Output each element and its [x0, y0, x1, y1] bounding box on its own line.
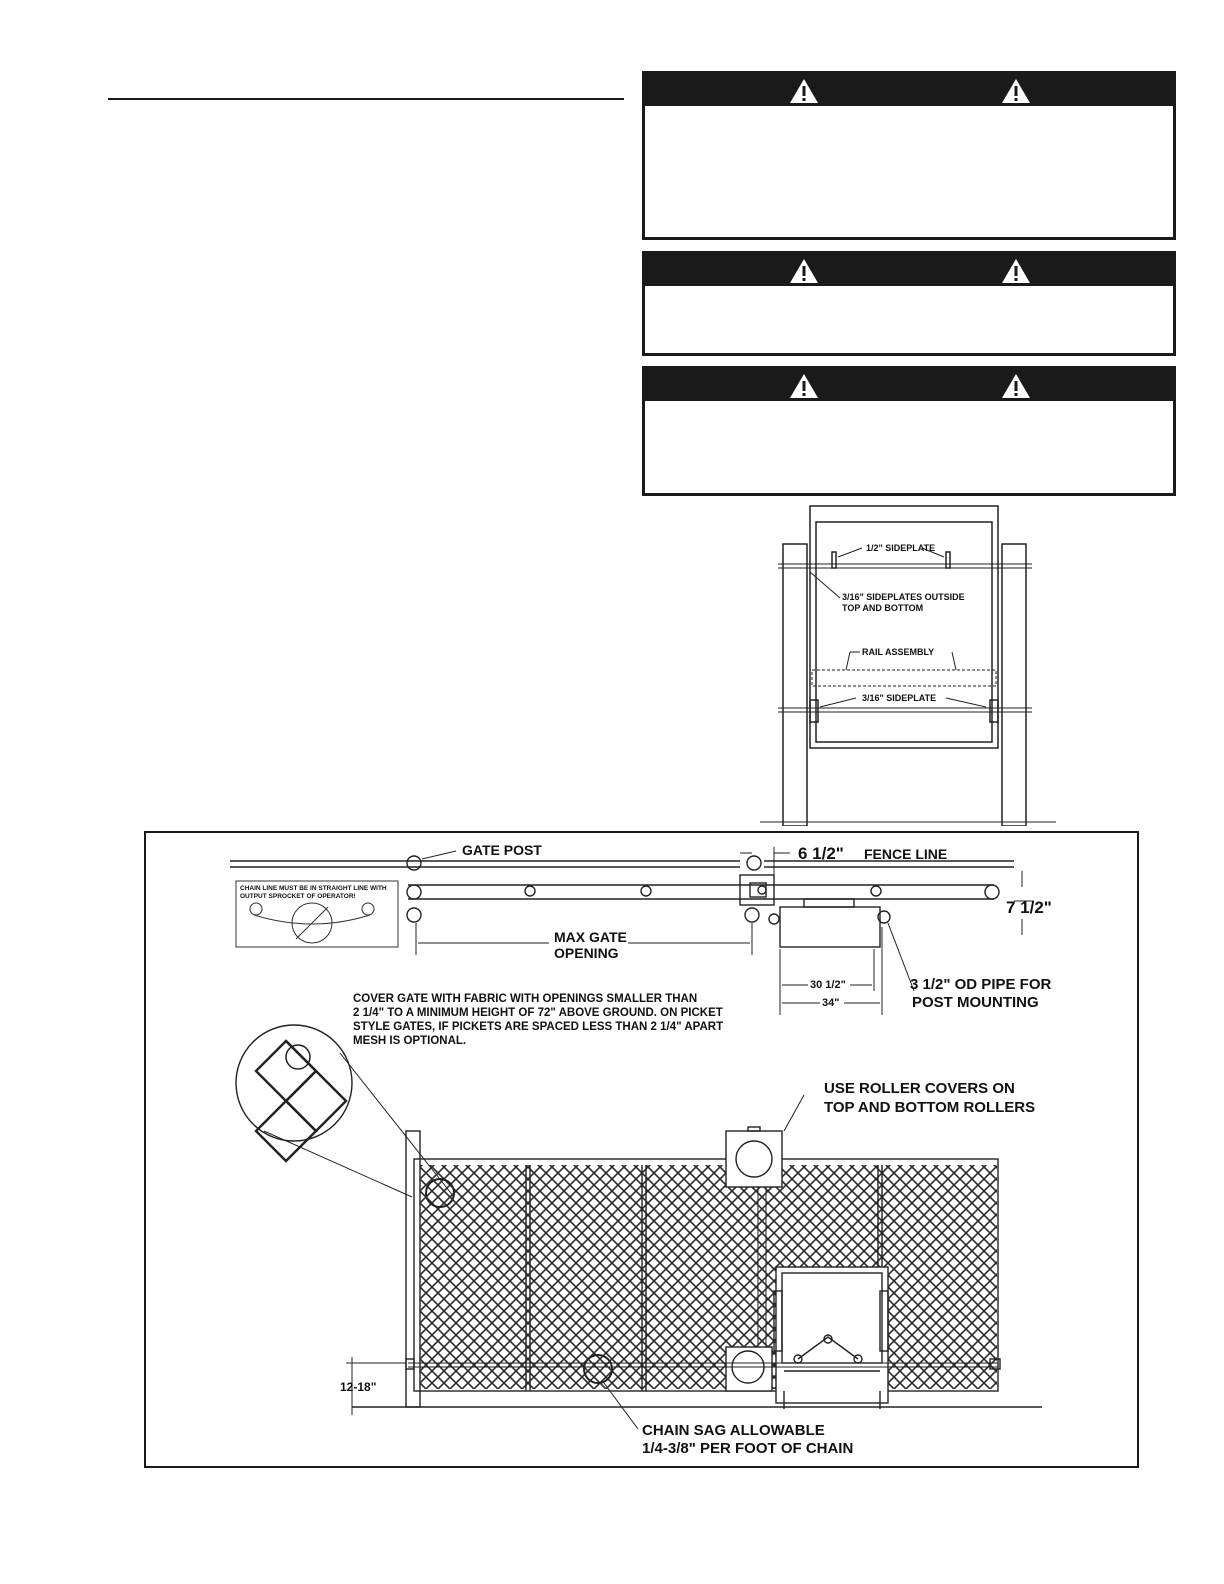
label-roller-covers-2: TOP AND BOTTOM ROLLERS: [824, 1099, 1036, 1116]
dim-34: 34": [822, 997, 840, 1009]
label-od-pipe-1: 3 1/2" OD PIPE FOR: [910, 976, 1052, 993]
right-post: [1002, 544, 1026, 826]
cover-note-1: COVER GATE WITH FABRIC WITH OPENINGS SMALLER THAN: [353, 993, 698, 1005]
label-half-inch-sideplate: 1/2" SIDEPLATE: [866, 543, 936, 553]
chain-note-2: OUTPUT SPROCKET OF OPERATOR!: [240, 893, 356, 900]
dim-7-half: 7 1/2": [1006, 898, 1052, 917]
cover-note-3: STYLE GATES, IF PICKETS ARE SPACED LESS THAN 2 1/4" APART: [353, 1021, 724, 1033]
warning-header-bar: [645, 369, 1173, 401]
warning-box-1: [642, 71, 1176, 240]
chain-link-mesh: [420, 1165, 997, 1389]
cover-note-4: MESH IS OPTIONAL.: [353, 1035, 467, 1047]
label-outside-sideplates: 3/16" SIDEPLATES OUTSIDE: [842, 592, 965, 602]
installation-diagram: [144, 831, 1140, 1469]
dim-6-half: 6 1/2": [798, 844, 844, 863]
chain-note-1: CHAIN LINE MUST BE IN STRAIGHT LINE WITH: [240, 885, 387, 892]
dim-30-half: 30 1/2": [810, 979, 846, 991]
warning-box-3: [642, 366, 1176, 496]
label-gate-post: GATE POST: [462, 842, 542, 858]
warning-triangle-icon: [789, 78, 819, 104]
label-chain-sag-1: CHAIN SAG ALLOWABLE: [642, 1422, 825, 1439]
warning-triangle-icon: [789, 373, 819, 399]
warning-triangle-icon: [789, 258, 819, 284]
label-roller-covers-1: USE ROLLER COVERS ON: [824, 1080, 1015, 1097]
left-post: [783, 544, 807, 826]
cover-note-2: 2 1/4" TO A MINIMUM HEIGHT OF 72" ABOVE GROUND. ON PICKET: [353, 1007, 723, 1019]
label-fence-line: FENCE LINE: [864, 846, 948, 862]
dim-12-18: 12-18": [340, 1380, 377, 1394]
warning-triangle-icon: [1001, 373, 1031, 399]
warning-triangle-icon: [1001, 258, 1031, 284]
label-rail-assembly: RAIL ASSEMBLY: [862, 647, 935, 657]
label-bottom-sideplate: 3/16" SIDEPLATE: [862, 693, 937, 703]
label-opening: OPENING: [554, 945, 619, 961]
warning-box-2: [642, 251, 1176, 356]
mesh-magnifier: [236, 1025, 352, 1141]
section-heading-rule: [108, 98, 624, 100]
label-od-pipe-2: POST MOUNTING: [912, 994, 1039, 1011]
warning-header-bar: [645, 74, 1173, 106]
warning-triangle-icon: [1001, 78, 1031, 104]
operator-side-view-diagram: [740, 502, 1060, 826]
label-max-gate: MAX GATE: [554, 929, 627, 945]
label-outside-sideplates-2: TOP AND BOTTOM: [842, 603, 924, 613]
warning-header-bar: [645, 254, 1173, 286]
label-chain-sag-2: 1/4-3/8" PER FOOT OF CHAIN: [642, 1440, 854, 1457]
